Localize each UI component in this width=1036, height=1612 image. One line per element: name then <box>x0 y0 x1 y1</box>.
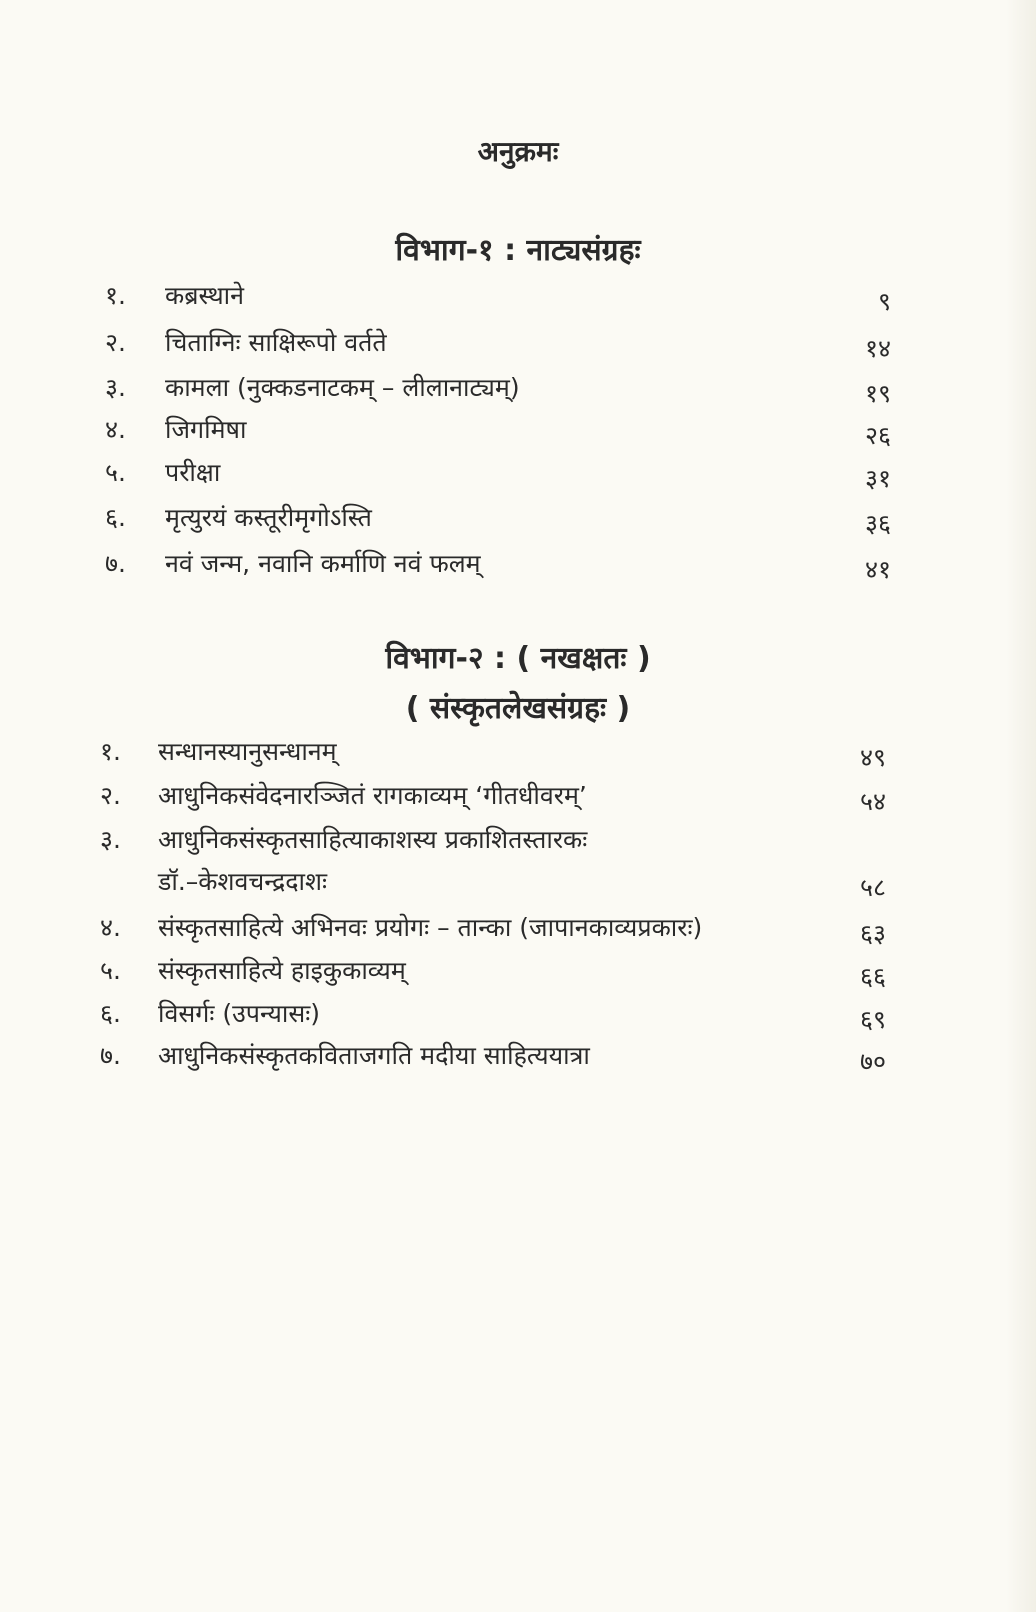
entry-number: ७. <box>100 1041 121 1070</box>
entry-page: ५४ <box>859 787 886 816</box>
entry-title: संस्कृतसाहित्ये हाइकुकाव्यम् <box>158 956 406 985</box>
entry-title: आधुनिकसंवेदनारञ्जितं रागकाव्यम् ‘गीतधीवरम्’ <box>158 781 587 810</box>
toc-entry <box>0 953 1036 993</box>
entry-number: ३. <box>105 373 126 402</box>
entry-number: १. <box>100 737 121 766</box>
entry-page: ६९ <box>859 1005 886 1034</box>
toc-entry <box>0 910 1036 950</box>
entry-page: २६ <box>864 421 891 450</box>
entry-title: सन्धानस्यानुसन्धानम् <box>158 737 337 766</box>
entry-page: ६३ <box>859 919 886 948</box>
entry-title: मृत्युरयं कस्तूरीमृगोऽस्ति <box>165 503 372 532</box>
entry-title: परीक्षा <box>165 458 221 487</box>
toc-entry <box>0 278 1036 318</box>
entry-page: ३६ <box>864 509 891 538</box>
entry-page: ३१ <box>864 464 891 493</box>
entry-number: ६. <box>100 999 121 1028</box>
entry-number: ५. <box>105 458 126 487</box>
entry-page: ५८ <box>859 873 886 902</box>
toc-entry <box>0 370 1036 410</box>
entry-number: ३. <box>100 825 121 854</box>
entry-page: ७० <box>859 1047 886 1076</box>
entry-title: आधुनिकसंस्कृतसाहित्याकाशस्य प्रकाशितस्तारकः <box>158 825 588 854</box>
entry-number: ६. <box>105 503 126 532</box>
entry-title: आधुनिकसंस्कृतकविताजगति मदीया साहित्ययात्रा <box>158 1041 590 1070</box>
entry-number: २. <box>105 328 126 357</box>
entry-title: विसर्गः (उपन्यासः) <box>158 999 321 1028</box>
entry-page: ९ <box>877 287 891 316</box>
entry-page: १९ <box>864 379 891 408</box>
entry-number: १. <box>105 281 126 310</box>
section-2-heading: विभाग-२ : ( नखक्षतः ) <box>385 641 651 676</box>
toc-entry <box>0 1038 1036 1078</box>
entry-number: ५. <box>100 956 121 985</box>
section-2-subheading: ( संस्कृतलेखसंग्रहः ) <box>405 691 631 726</box>
toc-entry <box>0 996 1036 1036</box>
entry-title: जिगमिषा <box>165 415 247 444</box>
toc-entry <box>0 822 1036 906</box>
entry-number: २. <box>100 781 121 810</box>
entry-title: कामला (नुक्कडनाटकम् – लीलानाट्यम्) <box>165 373 520 402</box>
entry-page: ६६ <box>859 962 886 991</box>
entry-number: ४. <box>100 913 121 942</box>
entry-title: चिताग्निः साक्षिरूपो वर्तते <box>165 328 387 357</box>
toc-entry <box>0 778 1036 818</box>
page-title: अनुक्रमः <box>477 135 559 168</box>
entry-page: ४९ <box>859 743 886 772</box>
entry-title: कब्रस्थाने <box>165 281 245 310</box>
toc-entry <box>0 325 1036 365</box>
entry-title: संस्कृतसाहित्ये अभिनवः प्रयोगः – तान्का (जापानकाव्यप्रकारः) <box>158 913 703 942</box>
entry-number: ४. <box>105 415 126 444</box>
toc-entry <box>0 546 1036 586</box>
toc-entry <box>0 734 1036 774</box>
entry-page: ४१ <box>864 555 891 584</box>
entry-page: १४ <box>864 334 891 363</box>
toc-entry <box>0 412 1036 452</box>
entry-number: ७. <box>105 549 126 578</box>
entry-title-continuation: डॉ.–केशवचन्द्रदाशः <box>158 867 328 896</box>
entry-title: नवं जन्म, नवानि कर्माणि नवं फलम् <box>165 549 481 578</box>
toc-entry <box>0 500 1036 540</box>
section-1-heading: विभाग-१ : नाट्यसंग्रहः <box>395 233 641 268</box>
toc-entry <box>0 455 1036 495</box>
